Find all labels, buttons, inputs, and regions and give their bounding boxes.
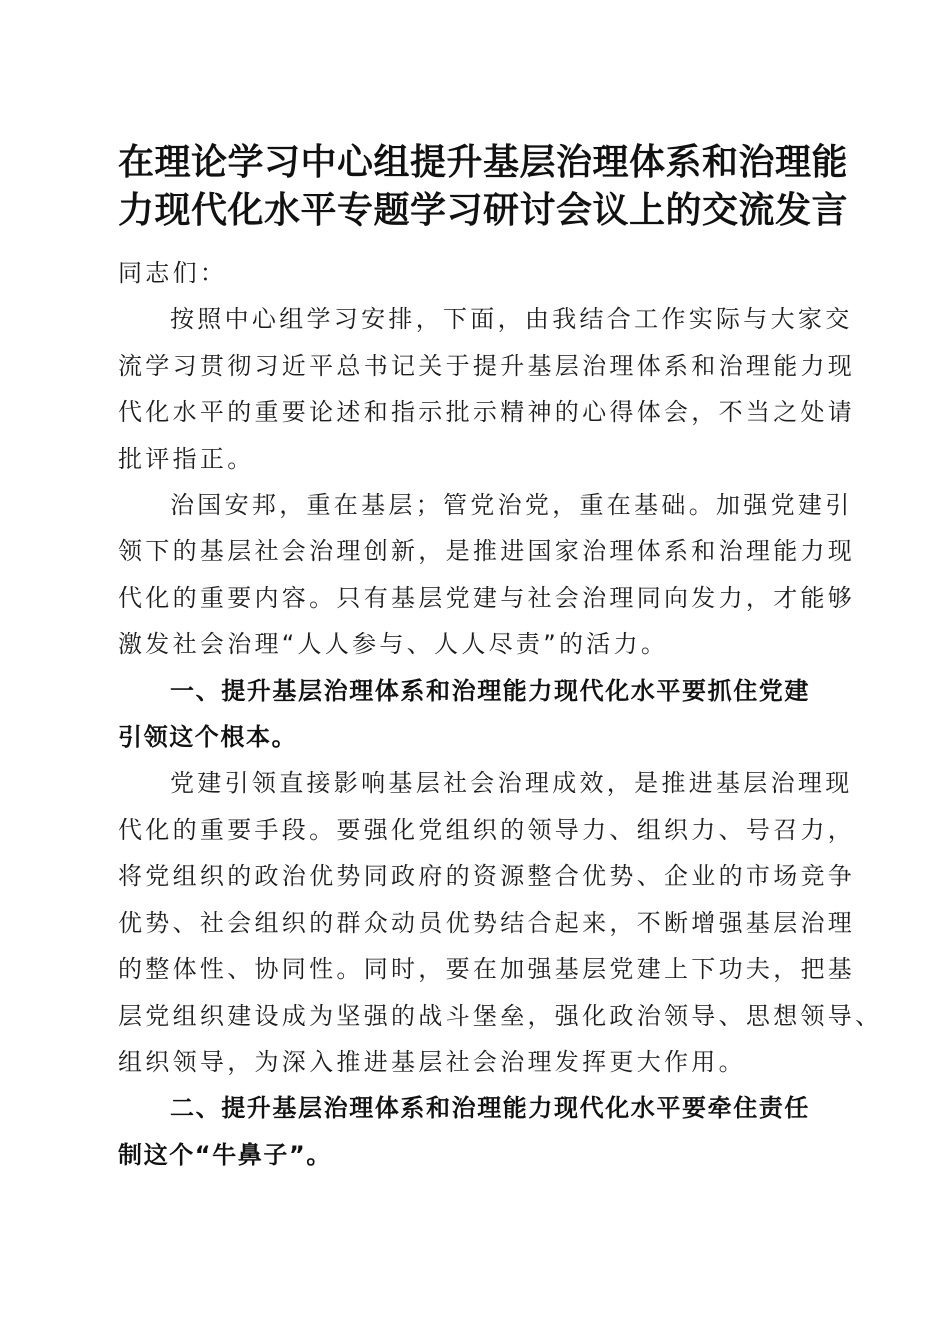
paragraph-line: 激发社会治理“人人参与、人人尽责”的活力。 <box>118 630 669 659</box>
paragraph-line: 代化的重要手段。要强化党组织的领导力、组织力、号召力， <box>118 815 856 844</box>
paragraph-line: 的整体性、协同性。同时，要在加强基层党建上下功夫，把基 <box>118 955 856 984</box>
section-heading-1 <box>118 668 838 761</box>
paragraph-line: 代化水平的重要论述和指示批示精神的心得体会，不当之处请 <box>118 398 856 427</box>
paragraph-line: 党建引领直接影响基层社会治理成效，是推进基层治理现 <box>170 769 853 798</box>
paragraph-section-1 <box>118 760 883 1085</box>
paragraph-line: 层党组织建设成为坚强的战斗堡垒，强化政治领导、思想领导、 <box>118 1001 883 1030</box>
paragraph-intro <box>118 296 856 482</box>
paragraph-line: 优势、社会组织的群众动员优势结合起来，不断增强基层治理 <box>118 908 856 937</box>
paragraph-line: 将党组织的政治优势同政府的资源整合优势、企业的市场竞争 <box>118 862 856 891</box>
heading-line: 引领这个根本。 <box>118 723 298 752</box>
document-title <box>118 138 849 234</box>
section-heading-2 <box>118 1085 838 1178</box>
heading-line: 二、提升基层治理体系和治理能力现代化水平要牵住责任 <box>170 1094 810 1123</box>
paragraph-line: 按照中心组学习安排，下面，由我结合工作实际与大家交 <box>170 305 853 334</box>
paragraph-line: 代化的重要内容。只有基层党建与社会治理同向发力，才能够 <box>118 583 856 612</box>
paragraph-line: 批评指正。 <box>118 444 255 473</box>
document-body <box>118 250 883 1178</box>
title-line: 在理论学习中心组提升基层治理体系和治理能 <box>118 141 849 183</box>
paragraph-line: 流学习贯彻习近平总书记关于提升基层治理体系和治理能力现 <box>118 351 856 380</box>
paragraph-line: 组织领导，为深入推进基层社会治理发挥更大作用。 <box>118 1047 746 1076</box>
paragraph-context <box>118 482 856 668</box>
paragraph-line: 领下的基层社会治理创新，是推进国家治理体系和治理能力现 <box>118 537 856 566</box>
salutation: 同志们： <box>118 259 228 287</box>
paragraph-line: 治国安邦，重在基层；管党治党，重在基础。加强党建引 <box>170 491 853 520</box>
title-line: 力现代化水平专题学习研讨会议上的交流发言 <box>118 189 849 231</box>
heading-line: 制这个“牛鼻子”。 <box>118 1140 332 1169</box>
heading-line: 一、提升基层治理体系和治理能力现代化水平要抓住党建 <box>170 676 810 705</box>
